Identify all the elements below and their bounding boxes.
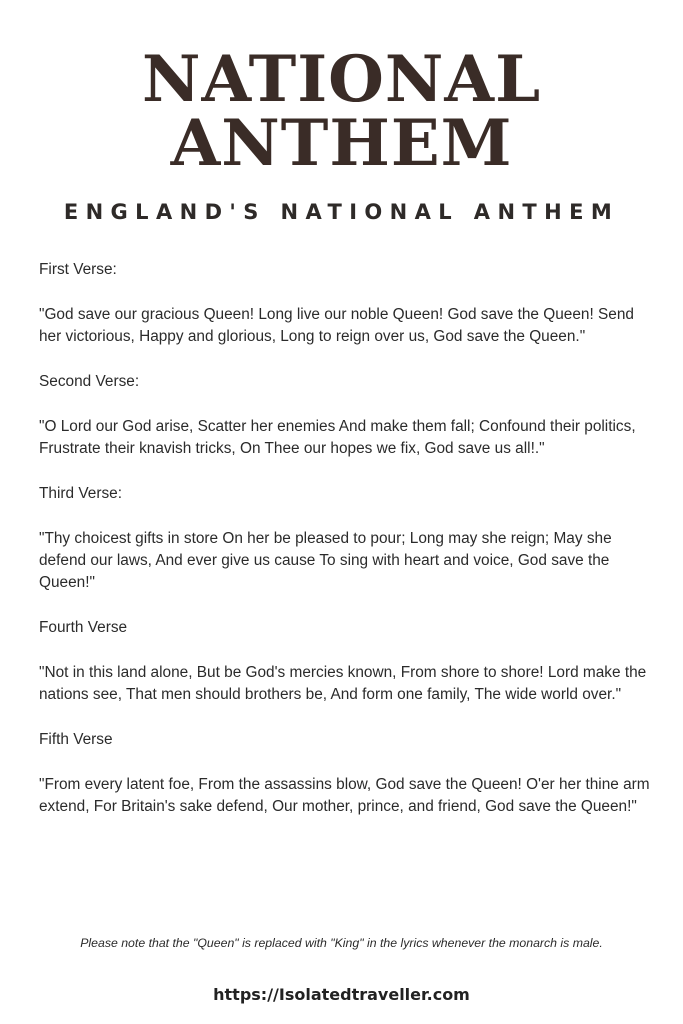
page-title-line2: ANTHEM bbox=[170, 106, 513, 181]
lyrics-body bbox=[39, 259, 651, 841]
page-title-line1: NATIONAL bbox=[141, 42, 542, 117]
verse-label-first: First Verse: bbox=[39, 261, 117, 278]
verse-label-second: Second Verse: bbox=[39, 373, 140, 390]
verse-text-third: "Thy choicest gifts in store On her be pleased to pour; Long may she reign; May she defend our laws, And ever give us cause To sing with heart and voice, God save the Queen!" bbox=[39, 530, 612, 591]
monarch-note: Please note that the "Queen" is replaced with "King" in the lyrics whenever the monarch is male. bbox=[80, 936, 603, 950]
verse-label-third: Third Verse: bbox=[39, 485, 122, 502]
verse-text-first: "God save our gracious Queen! Long live our noble Queen! God save the Queen! Send her victorious, Happy and glorious, Long to reign over us, God save the Queen." bbox=[39, 306, 634, 345]
verse-label-fourth: Fourth Verse bbox=[39, 619, 128, 636]
source-url-link[interactable]: https://Isolatedtraveller.com bbox=[213, 985, 470, 1004]
verse-label-fifth: Fifth Verse bbox=[39, 731, 113, 748]
verse-text-second: "O Lord our God arise, Scatter her enemies And make them fall; Confound their politics, Frustrate their knavish tricks, On Thee our hopes we fix, God save us all!." bbox=[39, 418, 636, 457]
page-subtitle: ENGLAND'S NATIONAL ANTHEM bbox=[63, 200, 620, 224]
verse-text-fourth: "Not in this land alone, But be God's mercies known, From shore to shore! Lord make the nations see, That men should brothers be, And form one family, The wide world over." bbox=[39, 664, 647, 703]
verse-text-fifth: "From every latent foe, From the assassins blow, God save the Queen! O'er her thine arm extend, For Britain's sake defend, Our mother, prince, and friend, God save the Queen!" bbox=[39, 776, 650, 815]
